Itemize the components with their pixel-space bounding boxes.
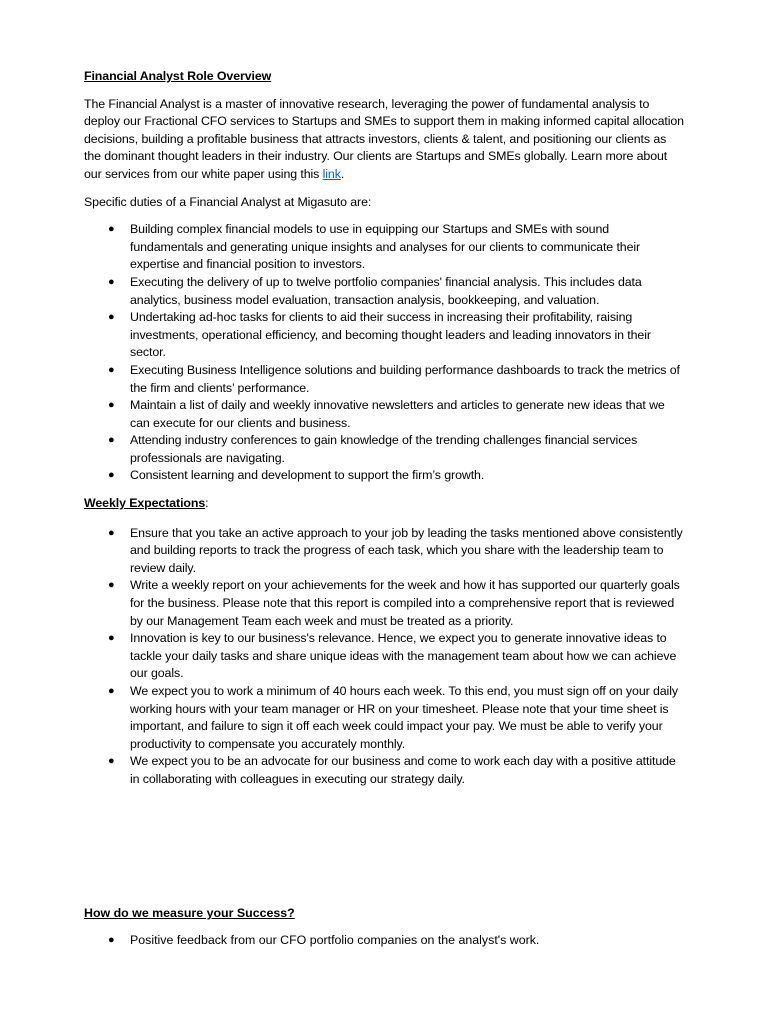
role-overview-intro	[84, 96, 684, 184]
duty-text: Maintain a list of daily and weekly innovative newsletters and articles to generate new ideas that we can execute for our clients and business.	[130, 398, 665, 430]
bullet-icon: ●	[108, 755, 115, 768]
white-paper-link[interactable]: link	[322, 166, 341, 181]
weekly-expectations-heading	[84, 495, 684, 513]
duties-list	[84, 221, 684, 485]
list-item	[84, 630, 684, 683]
success-list	[84, 932, 684, 950]
weekly-heading-label: Weekly Expectations	[84, 496, 206, 511]
list-item	[84, 467, 684, 485]
duty-text: Building complex financial models to use in equipping our Startups and SMEs with sound fundamentals and generating unique insights and analyses for our clients to communicate their expertise and financial position to investors.	[130, 222, 641, 272]
intro-text: The Financial Analyst is a master of innovative research, leveraging the power of fundamental analysis to deploy our Fractional CFO services to Startups and SMEs to support them in making informed capital allocation decisions, building a profitable business that attracts investors, clients & talent, and positioning our clients as the dominant thought leaders in their industry. Our clients are Startups and SMEs globally. Learn more about our services from our white paper using this	[84, 96, 684, 181]
bullet-icon: ●	[108, 275, 115, 288]
bullet-icon: ●	[108, 434, 115, 447]
bullet-icon: ●	[108, 579, 115, 592]
list-item	[84, 683, 684, 753]
role-overview-heading: Financial Analyst Role Overview	[84, 69, 272, 83]
success-text: Positive feedback from our CFO portfolio companies on the analyst's work.	[130, 933, 540, 947]
weekly-expectations-list	[84, 525, 684, 789]
document-body	[84, 68, 684, 791]
success-heading: How do we measure your Success?	[84, 906, 295, 920]
bullet-icon: ●	[108, 526, 115, 539]
duty-text: Attending industry conferences to gain knowledge of the trending challenges financial services professionals are navigating.	[130, 433, 638, 465]
duty-text: Consistent learning and development to support the firm’s growth.	[130, 468, 485, 483]
weekly-heading-colon: :	[205, 496, 209, 511]
bullet-icon: ●	[108, 685, 115, 697]
duty-text: Undertaking ad-hoc tasks for clients to aid their success in increasing their profitability, raising investments, operational efficiency, and becoming thought leaders and leading innovators in their sector.	[130, 310, 651, 360]
expectation-text: Innovation is key to our business's relevance. Hence, we expect you to generate innovative ideas to tackle your daily tasks and share unique ideas with the management team about how we can achieve our goals.	[130, 631, 677, 681]
bullet-icon: ●	[108, 399, 115, 412]
bullet-icon: ●	[108, 363, 115, 376]
list-item	[84, 432, 684, 467]
list-item	[84, 397, 684, 432]
bullet-icon: ●	[108, 311, 115, 324]
duties-intro: Specific duties of a Financial Analyst at Migasuto are:	[84, 194, 372, 209]
bullet-icon: ●	[108, 934, 115, 946]
list-item	[84, 362, 684, 397]
bullet-icon: ●	[108, 223, 115, 236]
duty-text: Executing Business Intelligence solutions and building performance dashboards to track the metrics of the firm and clients’ performance.	[130, 362, 680, 395]
bullet-icon: ●	[108, 469, 115, 482]
list-item	[84, 753, 684, 788]
expectation-text: Write a weekly report on your achievements for the week and how it has supported our quarterly goals for the business. Please note that this report is compiled into a comprehensive report that is reviewed by our Management Team each week and must be treated as a priority.	[130, 578, 680, 628]
list-item	[84, 221, 684, 274]
list-item	[84, 274, 684, 309]
list-item	[84, 932, 684, 950]
expectation-text: We expect you to work a minimum of 40 hours each week. To this end, you must sign off on your daily working hours with your team manager or HR on your timesheet. Please note that your time sheet is important, and failure to sign it off each week could impact your pay. We must be able to verify your productivity to compensate you accurately monthly.	[130, 684, 678, 751]
duty-text: Executing the delivery of up to twelve portfolio companies' financial analysis. This includes data analytics, business model evaluation, transaction analysis, bookkeeping, and valuation.	[130, 274, 642, 307]
list-item	[84, 525, 684, 578]
intro-end: .	[340, 166, 345, 181]
expectation-text: Ensure that you take an active approach to your job by leading the tasks mentioned above consistently and building reports to track the progress of each task, which you share with the leadership team to review daily.	[130, 525, 683, 575]
expectation-text: We expect you to be an advocate for our business and come to work each day with a positive attitude in collaborating with colleagues in executing our strategy daily.	[130, 754, 676, 786]
list-item	[84, 309, 684, 362]
bullet-icon: ●	[108, 632, 115, 645]
list-item	[84, 577, 684, 630]
